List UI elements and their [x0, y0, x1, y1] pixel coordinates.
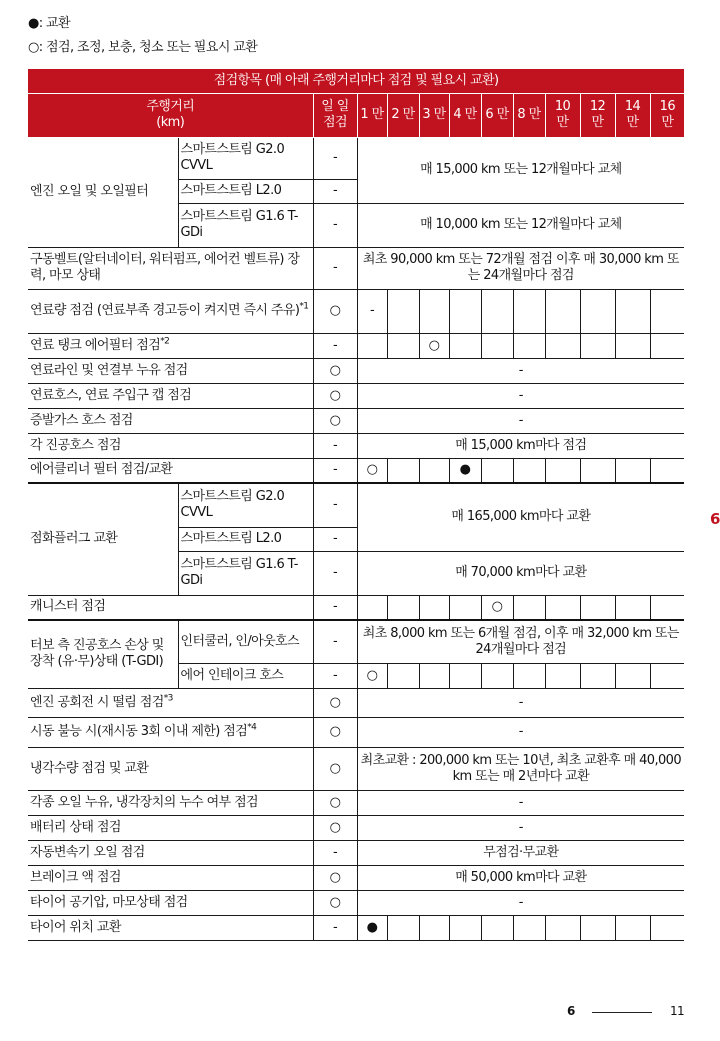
- footer-divider: [592, 1012, 652, 1013]
- item-label: 에어클리너 필터 점검/교환: [28, 458, 313, 483]
- engine-type: 스마트스트림 G1.6 T-GDi: [178, 551, 313, 595]
- replace-mark: ●: [357, 915, 387, 940]
- table-row: [28, 137, 684, 179]
- table-row: [28, 289, 684, 333]
- daily-check-value: ○: [313, 747, 357, 790]
- daily-check-value: ○: [313, 865, 357, 890]
- interval-3: 3 만: [419, 93, 449, 137]
- interval-2: 2 만: [387, 93, 419, 137]
- daily-check-value: -: [313, 620, 357, 663]
- item-label: 타이어 공기압, 마모상태 점검: [28, 890, 313, 915]
- table-row: [28, 620, 684, 663]
- daily-check-value: -: [313, 663, 357, 688]
- interval-note: 매 15,000 km마다 점검: [357, 433, 684, 458]
- daily-check-value: -: [313, 247, 357, 289]
- legend-replace: [28, 16, 70, 32]
- interval-10: 10 만: [545, 93, 580, 137]
- interval-8: 8 만: [513, 93, 545, 137]
- daily-check-value: -: [313, 595, 357, 620]
- daily-check-value: ○: [313, 815, 357, 840]
- distance-unit: (km): [156, 115, 185, 130]
- interval-note: 매 15,000 km 또는 12개월마다 교체: [357, 137, 684, 203]
- spark-plug-label: 점화플러그 교환: [28, 483, 178, 595]
- legend-inspect: [28, 40, 257, 56]
- interval-note: 최초교환 : 200,000 km 또는 10년, 최초 교환후 매 40,000 km 또는 매 2년마다 교환: [357, 747, 684, 790]
- item-label: 연료라인 및 연결부 누유 점검: [28, 358, 313, 383]
- engine-oil-label: 엔진 오일 및 오일필터: [28, 137, 178, 247]
- interval-16: 16 만: [650, 93, 684, 137]
- daily-check-value: -: [313, 551, 357, 595]
- daily-check-value: -: [313, 137, 357, 179]
- interval-note: -: [357, 890, 684, 915]
- item-label: 타이어 위치 교환: [28, 915, 313, 940]
- daily-check-value: -: [313, 527, 357, 551]
- engine-type: 스마트스트림 G2.0 CVVL: [178, 483, 313, 527]
- footnote-mark: *2: [160, 336, 170, 347]
- distance-header: [28, 93, 313, 137]
- table-row: [28, 433, 684, 458]
- daily-check-value: ○: [313, 890, 357, 915]
- open-circle-icon: ○: [28, 40, 39, 55]
- engine-type: 스마트스트림 L2.0: [178, 527, 313, 551]
- part-name: 에어 인테이크 호스: [178, 663, 313, 688]
- inspect-mark: ○: [357, 458, 387, 483]
- daily-check-value: ○: [313, 358, 357, 383]
- item-label: [28, 717, 313, 747]
- table-title: 점검항목 (매 아래 주행거리마다 점검 및 필요시 교환): [28, 69, 684, 93]
- section-tab: 6: [710, 510, 720, 528]
- item-label: 각 진공호스 점검: [28, 433, 313, 458]
- inspect-mark: ○: [357, 663, 387, 688]
- table-row: [28, 358, 684, 383]
- table-row: [28, 747, 684, 790]
- interval-note: -: [357, 358, 684, 383]
- daily-check-value: ○: [313, 408, 357, 433]
- item-label: [28, 333, 313, 358]
- interval-note: 무점검·무교환: [357, 840, 684, 865]
- interval-note: -: [357, 815, 684, 840]
- daily-check-value: -: [313, 179, 357, 203]
- part-name: 인터쿨러, 인/아웃호스: [178, 620, 313, 663]
- daily-check-value: ○: [313, 289, 357, 333]
- interval-12: 12 만: [580, 93, 615, 137]
- maintenance-table: [28, 69, 684, 941]
- item-label: 증발가스 호스 점검: [28, 408, 313, 433]
- table-row: [28, 458, 684, 483]
- item-label-text: 연료 탱크 에어필터 점검: [30, 337, 161, 353]
- daily-check-value: -: [313, 333, 357, 358]
- item-label-text: 엔진 공회전 시 떨림 점검: [30, 694, 164, 710]
- item-label: 각종 오일 누유, 냉각장치의 누수 여부 점검: [28, 790, 313, 815]
- item-label: 브레이크 액 점검: [28, 865, 313, 890]
- table-row: [28, 595, 684, 620]
- turbo-label: 터보 측 진공호스 손상 및 장착 (유·무)상태 (T-GDI): [28, 620, 178, 688]
- daily-check-value: ○: [313, 383, 357, 408]
- table-row: [28, 383, 684, 408]
- table-row: [28, 815, 684, 840]
- engine-type: 스마트스트림 L2.0: [178, 179, 313, 203]
- legend-replace-text: : 교환: [38, 16, 70, 31]
- daily-check-value: -: [313, 203, 357, 247]
- distance-label: 주행거리: [146, 99, 195, 114]
- interval-cell: -: [357, 289, 387, 333]
- engine-type: 스마트스트림 G1.6 T-GDi: [178, 203, 313, 247]
- item-label: 자동변속기 오일 점검: [28, 840, 313, 865]
- item-label: [28, 289, 313, 333]
- table-row: [28, 790, 684, 815]
- table-row: [28, 333, 684, 358]
- table-row: [28, 247, 684, 289]
- engine-type: 스마트스트림 G2.0 CVVL: [178, 137, 313, 179]
- footer-page-number: 11: [670, 1004, 685, 1018]
- interval-14: 14 만: [615, 93, 650, 137]
- table-row: [28, 408, 684, 433]
- interval-note: 최초 90,000 km 또는 72개월 점검 이후 매 30,000 km 또는 24개월마다 점검: [357, 247, 684, 289]
- item-label: 배터리 상태 점검: [28, 815, 313, 840]
- interval-note: -: [357, 790, 684, 815]
- inspect-mark: ○: [419, 333, 449, 358]
- item-label: 캐니스터 점검: [28, 595, 313, 620]
- item-label: 구동벨트(알터네이터, 워터펌프, 에어컨 벨트류) 장력, 마모 상태: [28, 247, 313, 289]
- daily-check-value: ○: [313, 717, 357, 747]
- daily-check-value: ○: [313, 688, 357, 717]
- daily-check-header: 일 일 점검: [313, 93, 357, 137]
- table-row: [28, 688, 684, 717]
- replace-mark: ●: [449, 458, 481, 483]
- footnote-mark: *3: [163, 693, 173, 704]
- item-label-text: 시동 불능 시(재시동 3회 이내 제한) 점검: [30, 724, 248, 739]
- table-row: [28, 840, 684, 865]
- legend-inspect-text: : 점검, 조정, 보충, 청소 또는 필요시 교환: [38, 40, 258, 55]
- daily-check-value: -: [313, 840, 357, 865]
- footnote-mark: *4: [247, 722, 257, 733]
- table-row: [28, 865, 684, 890]
- table-row: [28, 890, 684, 915]
- interval-1: 1 만: [357, 93, 387, 137]
- table-row: [28, 483, 684, 527]
- interval-note: 매 10,000 km 또는 12개월마다 교체: [357, 203, 684, 247]
- item-label: 연료호스, 연료 주입구 캡 점검: [28, 383, 313, 408]
- footer-section-number: 6: [567, 1004, 575, 1018]
- daily-check-value: -: [313, 915, 357, 940]
- inspect-mark: ○: [481, 595, 513, 620]
- interval-note: -: [357, 717, 684, 747]
- filled-circle-icon: ●: [28, 16, 39, 31]
- item-label: [28, 688, 313, 717]
- interval-6: 6 만: [481, 93, 513, 137]
- footnote-mark: *1: [299, 301, 309, 312]
- interval-note: 매 50,000 km마다 교환: [357, 865, 684, 890]
- table-row: [28, 717, 684, 747]
- interval-note: -: [357, 408, 684, 433]
- daily-check-value: -: [313, 483, 357, 527]
- item-label-text: 연료량 점검 (연료부족 경고등이 켜지면 즉시 주유): [30, 303, 300, 318]
- table-row: [28, 915, 684, 940]
- interval-note: -: [357, 383, 684, 408]
- daily-check-value: -: [313, 433, 357, 458]
- item-label: 냉각수량 점검 및 교환: [28, 747, 313, 790]
- interval-note: 최초 8,000 km 또는 6개월 점검, 이후 매 32,000 km 또는 24개월마다 점검: [357, 620, 684, 663]
- interval-note: 매 70,000 km마다 교환: [357, 551, 684, 595]
- interval-note: 매 165,000 km마다 교환: [357, 483, 684, 551]
- interval-note: -: [357, 688, 684, 717]
- interval-4: 4 만: [449, 93, 481, 137]
- daily-check-value: ○: [313, 790, 357, 815]
- daily-check-value: -: [313, 458, 357, 483]
